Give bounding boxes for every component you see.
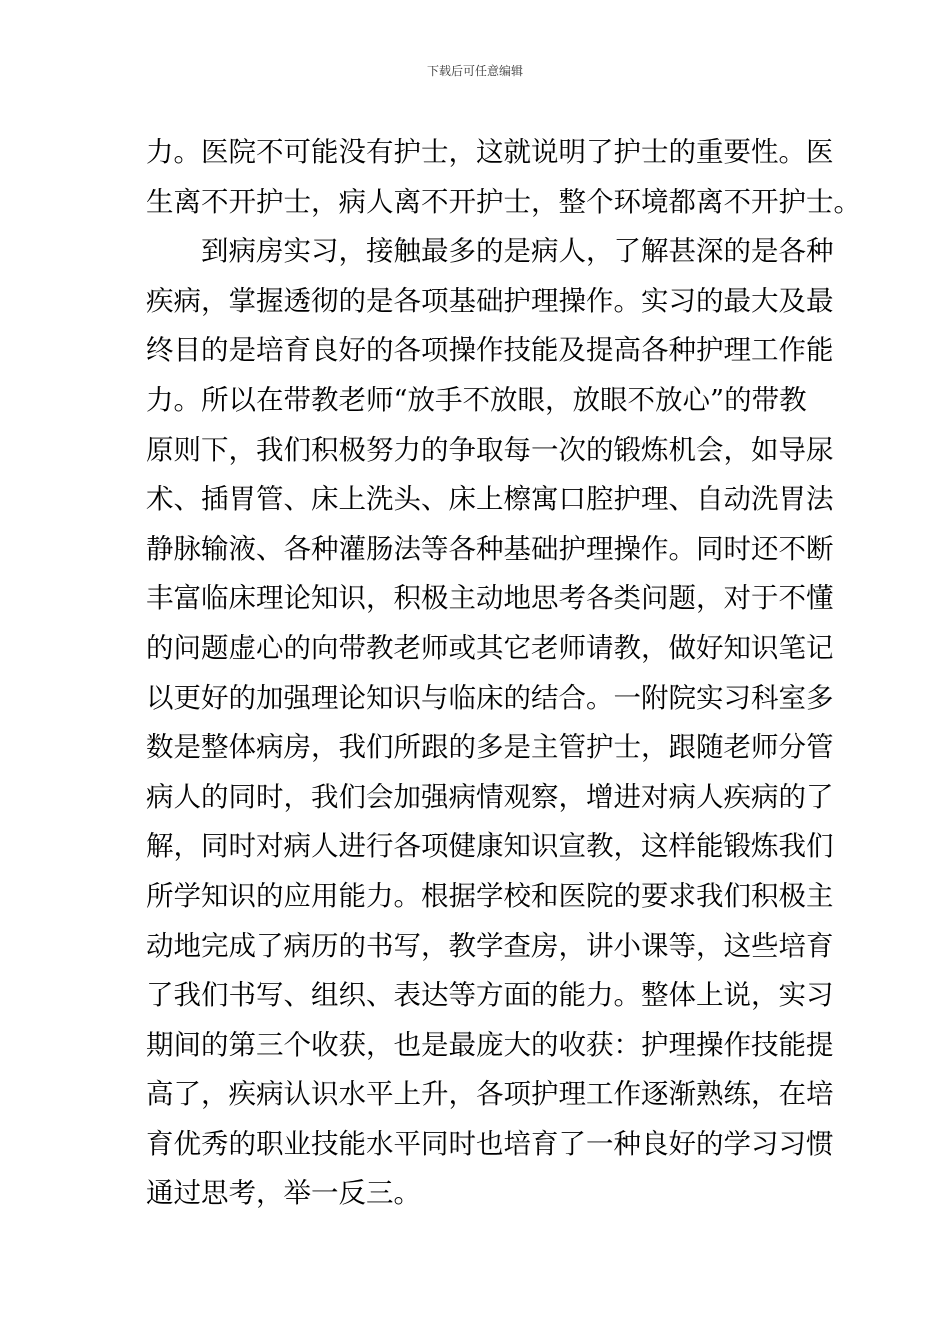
text-line: 育优秀的职业技能水平同时也培育了一种良好的学习习惯 <box>146 1127 834 1160</box>
text-line: 到病房实习，接触最多的是病人，了解甚深的是各种 <box>201 235 834 268</box>
body-text <box>146 128 861 1219</box>
text-line: 期间的第三个收获，也是最庞大的收获：护理操作技能提 <box>146 1028 834 1061</box>
text-line: 静脉输液、各种灌肠法等各种基础护理操作。同时还不断 <box>146 532 834 565</box>
text-line: 术、插胃管、床上洗头、床上檫寓口腔护理、自动洗胃法 <box>146 483 834 516</box>
text-line: 原则下，我们积极努力的争取每一次的锻炼机会，如导尿 <box>146 433 834 466</box>
text-line: 疾病，掌握透彻的是各项基础护理操作。实习的最大及最 <box>146 284 834 317</box>
text-line: 终目的是培育良好的各项操作技能及提高各种护理工作能 <box>146 334 834 367</box>
text-line: 丰富临床理论知识，积极主动地思考各类问题，对于不懂 <box>146 582 834 615</box>
page-header: 下载后可任意编辑 <box>426 64 523 78</box>
text-line: 的问题虚心的向带教老师或其它老师请教，做好知识笔记 <box>146 631 834 664</box>
text-line: 力。所以在带教老师“放手不放眼，放眼不放心”的带教 <box>146 383 807 416</box>
text-line: 动地完成了病历的书写，教学查房，讲小课等，这些培育 <box>146 929 834 962</box>
text-line: 病人的同时，我们会加强病情观察，增进对病人疾病的了 <box>146 780 834 813</box>
text-line: 所学知识的应用能力。根据学校和医院的要求我们积极主 <box>146 879 834 912</box>
text-line: 高了，疾病认识水平上升，各项护理工作逐渐熟练，在培 <box>146 1078 834 1111</box>
text-line: 数是整体病房，我们所跟的多是主管护士，跟随老师分管 <box>146 731 834 764</box>
text-line: 通过思考，举一反三。 <box>146 1177 421 1210</box>
text-line: 解，同时对病人进行各项健康知识宣教，这样能锻炼我们 <box>146 830 834 863</box>
text-line: 了我们书写、组织、表达等方面的能力。整体上说，实习 <box>146 979 834 1012</box>
text-line: 力。医院不可能没有护士，这就说明了护士的重要性。医 <box>146 136 834 168</box>
text-line: 以更好的加强理论知识与临床的结合。一附院实习科室多 <box>146 681 834 714</box>
text-line: 生离不开护士，病人离不开护士，整个环境都离不开护士。 <box>146 185 861 218</box>
